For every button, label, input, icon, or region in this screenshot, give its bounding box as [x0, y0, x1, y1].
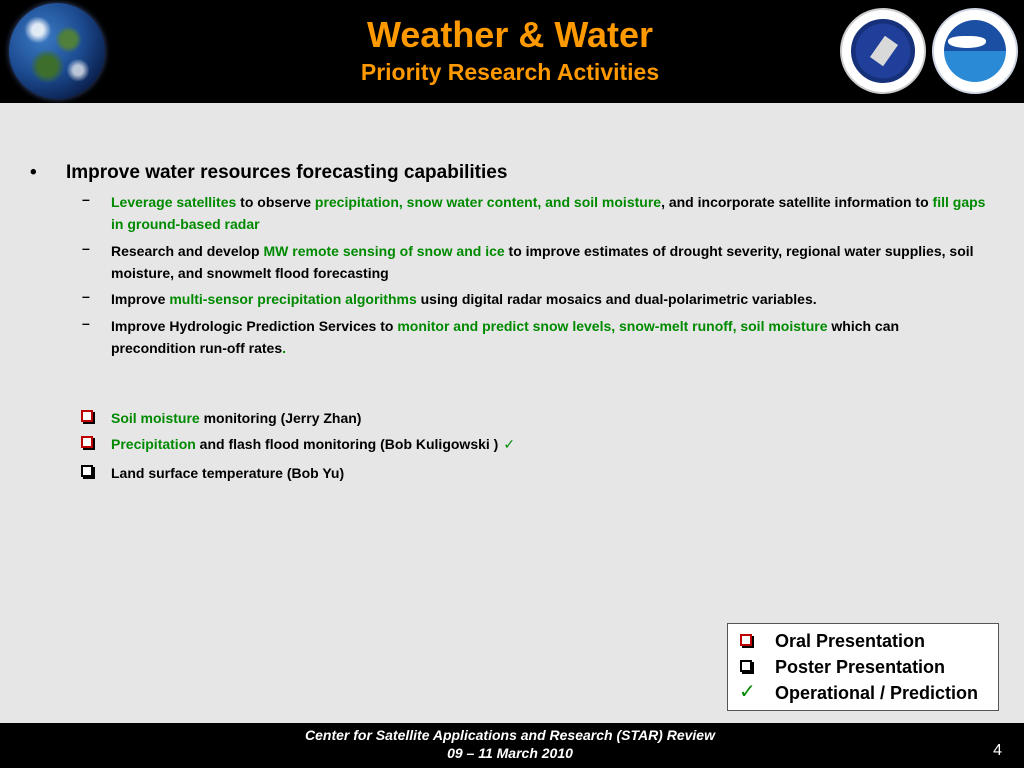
legend-label-operational: Operational / Prediction [775, 683, 979, 703]
black-box-icon [740, 660, 752, 672]
body-text: using digital radar mosaics and dual-polarimetric variables. [416, 291, 817, 307]
body-text: Improve [111, 291, 170, 307]
red-box-icon [81, 410, 93, 422]
sub-item-text [111, 315, 986, 359]
body-text: Research and develop [111, 243, 264, 259]
dash-icon: – [82, 315, 90, 331]
highlight-text: MW remote sensing of snow and ice [263, 243, 505, 259]
legend-label-oral: Oral Presentation [775, 631, 926, 651]
slide-footer [0, 723, 1024, 768]
black-box-icon [81, 465, 93, 477]
dash-icon: – [82, 288, 90, 304]
body-text: to improve estimates of drought severity, regional water supplies, soil moisture, and snowmelt flood forecasting [111, 243, 974, 281]
highlight-text: multi-sensor precipitation algorithms [169, 291, 417, 307]
highlight-text: . [282, 340, 287, 356]
highlight-text: precipitation, snow water content, and soil moisture [314, 194, 662, 210]
red-box-icon [81, 436, 93, 448]
highlight-text: monitor and predict snow levels, snow-melt runoff, soil moisture [397, 318, 828, 334]
red-box-icon [740, 634, 752, 646]
footer-dates: 09 – 11 March 2010 [447, 745, 573, 761]
noaa-nesdis-star-logo [840, 8, 926, 94]
checklist-item [111, 463, 344, 483]
sub-item-text [111, 191, 986, 235]
slide-subtitle: Priority Research Activities [360, 59, 660, 85]
body-text: Improve Hydrologic Prediction Services to [111, 318, 398, 334]
body-text: Land surface temperature (Bob Yu) [111, 465, 345, 481]
page-number: 4 [993, 742, 1002, 759]
body-text: which can precondition run-off rates [111, 318, 900, 356]
highlight-text: Precipitation [111, 436, 196, 452]
legend-box [727, 623, 999, 711]
slide-title: Weather & Water [366, 14, 654, 55]
dash-icon: – [82, 240, 90, 256]
main-heading: Improve water resources forecasting capabilities [66, 162, 508, 183]
body-text: to observe [236, 194, 315, 210]
highlight-text: Soil moisture [111, 410, 200, 426]
body-text: monitoring (Jerry Zhan) [199, 410, 362, 426]
check-icon: ✓ [503, 436, 516, 452]
body-text: , and incorporate satellite information to [661, 194, 933, 210]
sub-item-text [111, 240, 986, 284]
noaa-logo [932, 8, 1018, 94]
slide-header [0, 0, 1024, 103]
title-block [200, 14, 820, 86]
check-icon: ✓ [739, 681, 756, 703]
footer-title: Center for Satellite Applications and Research (STAR) Review [305, 727, 715, 743]
earth-globe-image [9, 3, 105, 99]
checklist-item [111, 434, 515, 454]
dash-icon: – [82, 191, 90, 207]
highlight-text: fill gaps in ground-based radar [111, 194, 986, 232]
bullet-icon: • [30, 162, 37, 183]
body-text: and flash flood monitoring (Bob Kuligowski ) [195, 436, 499, 452]
legend-label-poster: Poster Presentation [775, 657, 946, 677]
highlight-text: Leverage satellites [111, 194, 237, 210]
checklist-item [111, 408, 361, 428]
sub-item-text [111, 288, 986, 310]
